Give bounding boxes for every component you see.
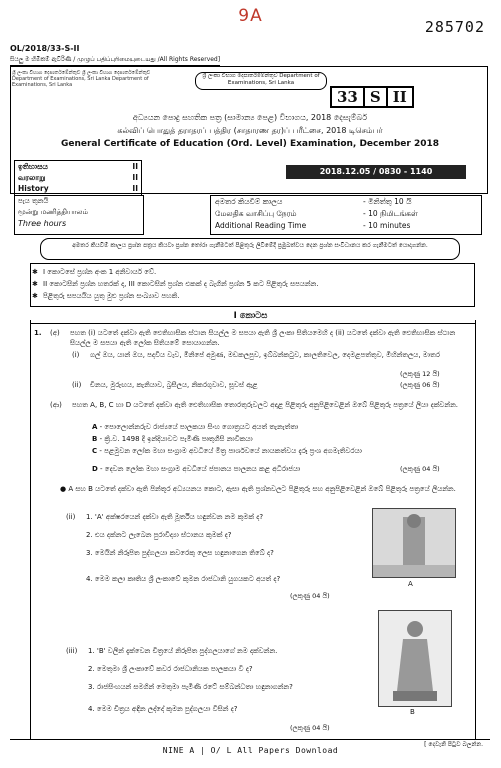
portrait-illustration: [379, 611, 451, 706]
watermark-text: ශ්‍රී ලංකා විභාග දෙපාර්තමේන්තුව ශ්‍රී ලංකා විභාග දෙපාර්තමේන්තුව Department of Examinations, Sri Lanka Department of Examinations, Sri Lanka: [12, 70, 151, 88]
left-margin-line: [30, 320, 31, 740]
statue-illustration: [373, 509, 455, 577]
subject-row: ඉතිහාසය II: [18, 162, 138, 171]
list-item: 4. මෙම කලා කෘතිය ශ්‍රී ලංකාවේ කුමන රාජධානි යුගයකට අයත් ද?: [86, 575, 281, 583]
sub-label: (ii): [66, 513, 76, 521]
reading-row: Additional Reading Time - 10 minutes: [215, 221, 411, 230]
instructions-box: [30, 263, 475, 307]
list-item: 3. මෙයින් නිරූපිත පුද්ගලයා කවරෙකු ලෙස හඳුනාගෙන තිබේ ද?: [86, 549, 274, 557]
list-item: 2. එය දක්නට ලැබෙන පුරාවිද්‍යා ස්ථානය කුමක් ද?: [86, 531, 232, 539]
list-item: 4. මෙම චිත්‍රය අඳින ලද්දේ කුමන පුද්ගලයා විසින් ද?: [88, 705, 238, 713]
header-english: General Certificate of Education (Ord. Level) Examination, December 2018: [60, 139, 440, 149]
marks: (ලකුණු 12 යි): [400, 370, 440, 378]
list-item: A - පොලොන්නරුව රාජ්‍යයේ පාලකයා සිංහ ගොත්‍රයට අයත් තැනැත්තා: [92, 423, 299, 431]
instruction-item: ✱ I කොටසේ ප්‍රශ්න අංක 1 අනිවාර්ය වේ.: [31, 266, 474, 278]
header-sinhala: අධ්‍යයන පොදු සහතික පත්‍ර (සාමාන්‍ය පෙළ) විභාගය, 2018 දෙසැම්බර්: [132, 113, 368, 122]
list-item: 1. 'B' වලින් දැක්වෙන චිත්‍රයේ නිරූපිත පුද්ගලයාගේ නම දක්වන්න.: [88, 647, 278, 655]
instruction-item: ✱ II කොටසින් ප්‍රශ්න හතරක් ද, III කොටසින් ප්‍රශ්න එකක් ද බැගින් ප්‍රශ්න 5 කට පිළිතුරු සපයන්න.: [31, 278, 474, 290]
paper-code-letter: S: [365, 88, 388, 106]
reading-row: மேலதிக வாசிப்பு நேரம் - 10 நிமிடங்கள்: [215, 209, 418, 218]
part-title: I කොටස: [233, 311, 268, 321]
list-item: 1. 'A' අක්ෂරයෙන් දක්වා ඇති මූර්තිය හඳුන්වන නම කුමක් ද?: [86, 513, 264, 521]
instruction-item: ✱ පිළිතුරු සපයයිය යුතු මුළු ප්‍රශ්න සංඛ්‍යාව පහකි.: [31, 290, 474, 302]
sub-label: (ii): [72, 381, 82, 389]
duration-tamil: மூன்று மணித்தியாலம்: [18, 208, 89, 216]
subject-row: History II: [18, 184, 138, 193]
bottom-divider: [10, 739, 490, 740]
question-text: ● A සහ B යටතේ දක්වා ඇති පින්තූර අධ්‍යයනය කොට, ඇසා ඇති ප්‍රශ්නවලට පිළිතුරු සහ අනුපිළිවෙළින් ඔබේ පිළිතුරු පත්‍රයේ ලියන්න.: [60, 485, 456, 493]
duration-box: [14, 195, 144, 235]
paper-code-part: II: [392, 88, 407, 106]
subject-box: [14, 160, 142, 196]
image-label: A: [408, 580, 413, 588]
duration-english: Three hours: [18, 219, 67, 228]
marks: (ලකුණු 04 යි): [290, 592, 330, 600]
list-item: D - දෙවන ලෝක මහා සංග්‍රාම අවධියේ ජපානය පාලනය කළ අධිරාජයා: [92, 465, 301, 473]
duration-sinhala: පැය තුනයි: [18, 197, 49, 205]
top-mark: 9A: [238, 6, 263, 26]
date-time: 2018.12.05 / 0830 - 1140: [286, 165, 466, 179]
sub-label: (අ): [50, 329, 60, 337]
paper-reference-code: OL/2018/33-S-II: [10, 44, 80, 53]
rights-notice: සියලු ම හිමිකම් ඇවිරිණි / முழுப் பதிப்புரிமையுடையது /All Rights Reserved]: [10, 56, 220, 66]
sub-label: (i): [72, 351, 80, 359]
reading-note: අමතර කියවීම් කාලය ප්‍රශ්න පත්‍රය කියවා ප්‍රශ්න තෝරා ගැනීමටත් පිළිතුරු ලිවීමේදී ප්‍රමුඛත්වය දෙන ප්‍රශ්න සංවිධානය කර ගැනීමටත් යොදාගන්න.: [40, 238, 460, 260]
sub-label: (ආ): [50, 401, 62, 409]
footer-text: NINE A | O/ L All Papers Download: [162, 746, 339, 755]
list-item: B - ක්‍රි.ව. 1498 දී ඉන්දියාවට පැමිණි පෘතුගීසි නාවිකයා: [92, 435, 253, 443]
sub-label: (iii): [66, 647, 78, 655]
question-text: පහත A, B, C හා D යටතේ දක්වා ඇති ඓතිහාසික තොරතුරුවලට අදාළ පිළිතුරු අනුපිළිවෙළින් ඔබේ පිළිතුරු පත්‍රයේ ලියා දක්වන්න.: [72, 401, 459, 409]
marks: (ලකුණු 04 යි): [290, 724, 330, 732]
portrait-image: [378, 610, 452, 707]
question-text: ගල් ඔය, යාන් ඔය, පදවිය වැව, මිනිපේ අමුණ, මඩකලපුව, ඉබ්බන්කටුව, කාලතිවෙල, දෙමළපත්තුව, මිහින්තලය, මාතර: [90, 351, 441, 359]
reading-time-box: [210, 195, 482, 235]
list-item: 3. රාජසිංහයන් සමගින් මෙතුමා පැමිණි රටේ සම්බන්ධතා හඳුනාගන්න?: [88, 683, 293, 691]
marks: (ලකුණු 04 යි): [400, 465, 440, 473]
paper-code-number: 33: [332, 88, 365, 106]
list-item: C - පළමුවන ලෝක මහා සංග්‍රාම අවධියේ මිත්‍ර පාර්ශවයේ නායකත්වය දැරූ ප්‍රංශ අගමැතිවරයා: [92, 447, 362, 455]
next-page-note: [ දෙවැනි පිටුව බලන්න.: [424, 741, 483, 748]
reading-row: අමතර කියවීම් කාලය - මිනිත්තු 10 යි: [215, 197, 412, 206]
divider: [30, 323, 475, 324]
header-tamil: கல்விப் பொதுத் தராதரப் பத்திர (சாதாரண தர)ப் பரீட்சை, 2018 டிசெம்பர்: [117, 126, 383, 135]
right-margin-line: [475, 320, 476, 740]
paper-code-boxes: [330, 86, 414, 108]
question-text: පහත (i) යටතේ දක්වා ඇති ඓතිහාසික ස්ථාන සියල්ල ම සපයා ඇති ශ්‍රී ලංකා සිතියමෙහි ද (ii) යටතේ දක්වා ඇති ඓතිහාසික ස්ථාන සියල්ල ම සපයා ඇති ලෝක සිතියමේ සොයාගන්න.: [70, 329, 456, 347]
question-number: 1.: [34, 329, 42, 337]
serial-number: 285702: [424, 18, 485, 36]
marks: (ලකුණු 06 යි): [400, 381, 440, 389]
question-text: චීනය, මුරුඟය, කැනියාව, බ්‍රසීලය, නිකරගුවාව, සූවස් ඇළ: [90, 381, 258, 389]
statue-image: [372, 508, 456, 578]
department-seal: ශ්‍රී ලංකා විභාග දෙපාර්තමේන්තුව Department of Examinations, Sri Lanka: [195, 72, 327, 90]
subject-row: வரலாறு II: [18, 173, 138, 182]
image-label: B: [410, 708, 415, 716]
list-item: 2. මෙතුමා ශ්‍රී ලංකාවේ කවර රාජධානියක පාලකයා වී ද?: [88, 665, 253, 673]
